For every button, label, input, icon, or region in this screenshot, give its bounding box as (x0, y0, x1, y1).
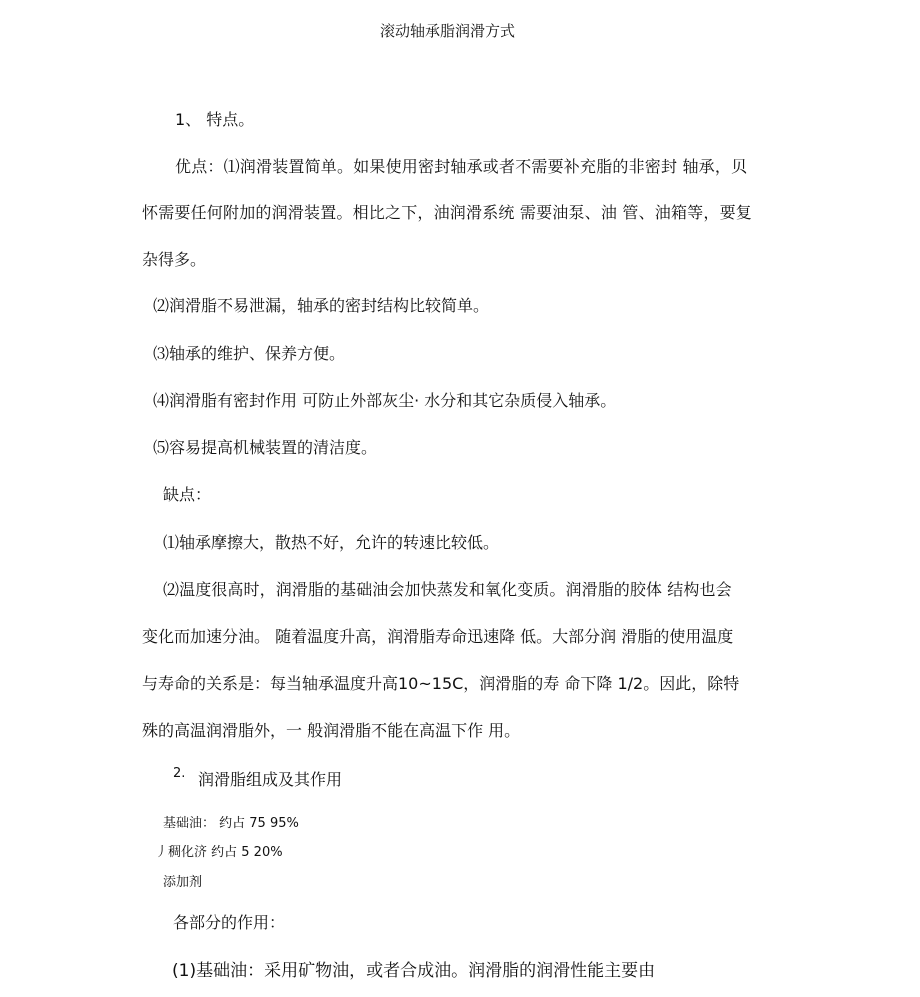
role-item: (1)基础油：采用矿物油，或者合成油。润滑脂的润滑性能主要由 (172, 961, 656, 981)
section-2-number: 2. (173, 766, 186, 781)
document-title: 滚动轴承脂润滑方式 (380, 22, 516, 40)
section-2-heading: 润滑脂组成及其作用 (198, 770, 343, 789)
disadvantage-item: ⑴轴承摩擦大，散热不好，允许的转速比较低。 (163, 533, 500, 552)
component-item: 添加剂 (163, 875, 203, 890)
component-item: 丿稠化济 约占 5 20% (155, 845, 283, 860)
disadvantage-item: ⑵温度很高时，润滑脂的基础油会加快蒸发和氧化变质。润滑脂的胶体 结构也会 (163, 580, 732, 599)
advantage-line: 怀需要任何附加的润滑装置。相比之下，油润滑系统 需要油泵、油 管、油箱等，要复 (142, 203, 752, 222)
advantage-item: ⑵润滑脂不易泄漏，轴承的密封结构比较简单。 (153, 296, 490, 315)
advantage-line: 杂得多。 (142, 250, 207, 269)
advantage-item: ⑶轴承的维护、保养方便。 (153, 344, 346, 363)
advantage-line: 优点：⑴润滑装置简单。如果使用密封轴承或者不需要补充脂的非密封 轴承，贝 (175, 157, 748, 176)
advantage-item: ⑸容易提高机械装置的清洁度。 (153, 438, 378, 457)
roles-label: 各部分的作用： (173, 913, 286, 932)
disadvantage-line: 与寿命的关系是：每当轴承温度升高10~15C，润滑脂的寿 命下降 1/2。因此，除特 (142, 674, 740, 693)
disadvantage-line: 殊的高温润滑脂外，一 般润滑脂不能在高温下作 用。 (142, 721, 521, 740)
advantage-item: ⑷润滑脂有密封作用 可防止外部灰尘· 水分和其它杂质侵入轴承。 (153, 391, 617, 410)
section-1-heading: 1、 特点。 (175, 110, 255, 129)
disadvantages-label: 缺点： (163, 485, 212, 504)
disadvantage-line: 变化而加速分油。 随着温度升高，润滑脂寿命迅速降 低。大部分润 滑脂的使用温度 (142, 627, 734, 646)
component-item: 基础油： 约占 75 95% (163, 816, 299, 831)
